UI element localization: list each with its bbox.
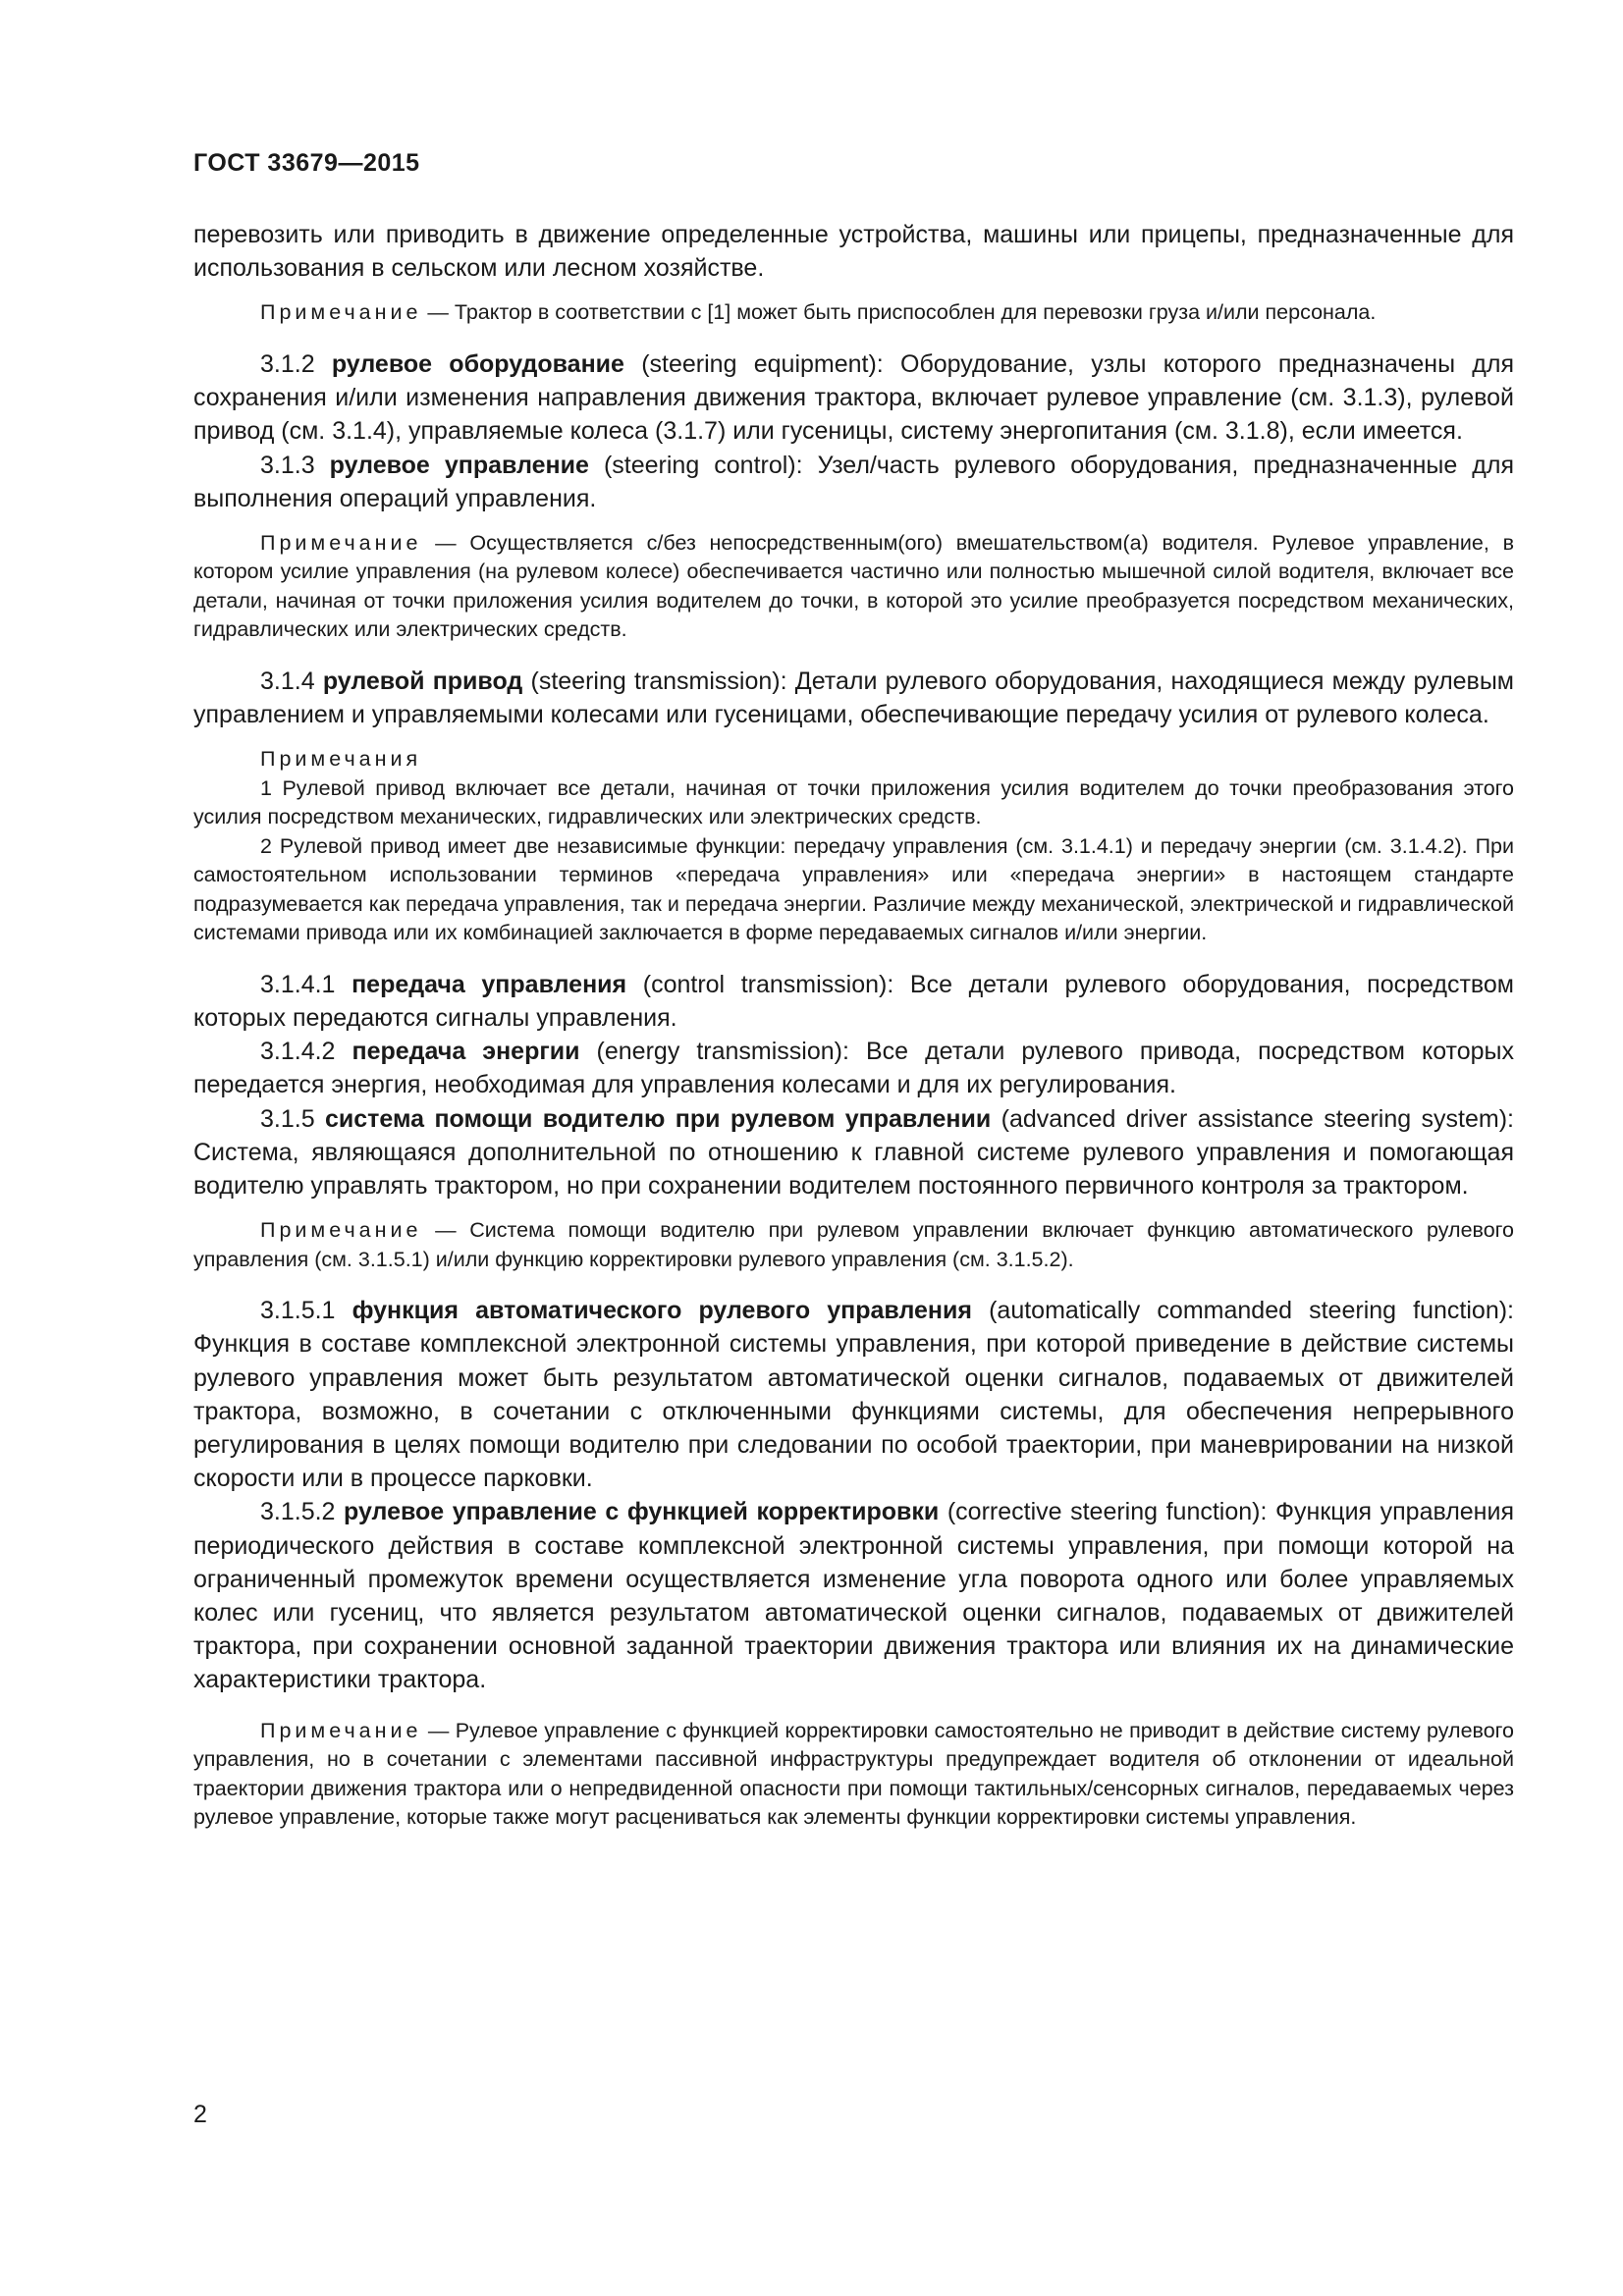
note: Примечание — Рулевое управление с функцией корректировки самостоятельно не приводит в действие систему рулевого управления, но в сочетании с элементами пассивной инфраструктуры предупреждает водителя об отклонении от идеальной траектории движения трактора или о непредвиденной опасности при помощи тактильных/сенсорных сигналов, передаваемых через рулевое управление, которые также могут расцениваться как элементы функции корректировки системы управления. bbox=[193, 1718, 1514, 1830]
document-header: ГОСТ 33679—2015 bbox=[193, 149, 420, 177]
term-definition-3-1-2: 3.1.2 рулевое оборудование (steering equipment): Оборудование, узлы которого предназначены для сохранения и/или изменения направления движения трактора, включает рулевое управление (см. 3.1.3), рулевой привод (см. 3.1.4), управляемые колеса (3.1.7) или гусеницы, систему энергопитания (см. 3.1.8), если имеется. bbox=[193, 349, 1514, 446]
paragraph-continuation: перевозить или приводить в движение определенные устройства, машины или прицепы, предназначенные для использования в сельском или лесном хозяйстве. bbox=[193, 221, 1514, 283]
note: Примечание — Трактор в соответствии с [1] может быть приспособлен для перевозки груза и/или персонала. bbox=[260, 300, 1377, 325]
note-item-1: 1 Рулевой привод включает все детали, начиная от точки приложения усилия водителем до точки преобразования этого усилия посредством механических, гидравлических или электрических средств. bbox=[193, 775, 1514, 829]
term-definition-3-1-5: 3.1.5 система помощи водителю при рулевом управлении (advanced driver assistance steering system): Система, являющаяся дополнительной по отношению к главной системе рулевого управления и помогающая водителю управлять трактором, но при сохранении водителем постоянного первичного контроля за трактором. bbox=[193, 1104, 1514, 1201]
notes-heading: Примечания bbox=[260, 747, 422, 772]
note-item-2: 2 Рулевой привод имеет две независимые функции: передачу управления (см. 3.1.4.1) и передачу энергии (см. 3.1.4.2). При самостоятельном использовании терминов «передача управления» или «передача энергии» в настоящем стандарте подразумевается как передача управления, так и передача энергии. Различие между механической, электрической и гидравлической системами привода или их комбинацией заключается в форме передаваемых сигналов и/или энергии. bbox=[193, 833, 1514, 945]
term-definition-3-1-5-2: 3.1.5.2 рулевое управление с функцией корректировки (corrective steering function): Функция управления периодического действия в составе комплексной электронной системы управления, при помощи которой на ограниченный промежуток времени осуществляется изменение угла поворота одного или более управляемых колес или гусениц, что является результатом автоматической оценки сигналов, подаваемых от движителей трактора, при сохранении основной заданной траектории движения трактора или влияния их на динамические характеристики трактора. bbox=[193, 1498, 1514, 1694]
note: Примечание — Система помощи водителю при рулевом управлении включает функцию автоматического рулевого управления (см. 3.1.5.1) и/или функцию корректировки рулевого управления (см. 3.1.5.2). bbox=[193, 1218, 1514, 1271]
document-body bbox=[193, 218, 1514, 1833]
note: Примечание — Осуществляется с/без непосредственным(ого) вмешательством(а) водителя. Рулевое управление, в котором усилие управления (на рулевом колесе) обеспечивается частично или полностью мышечной силой водителя, включает все детали, начиная от точки приложения усилия водителем до точки, в которой это усилие преобразуется посредством механических, гидравлических или электрических средств. bbox=[193, 530, 1514, 642]
term-definition-3-1-3: 3.1.3 рулевое управление (steering control): Узел/часть рулевого оборудования, предназначенные для выполнения операций управления. bbox=[193, 451, 1514, 512]
term-definition-3-1-4-2: 3.1.4.2 передача энергии (energy transmission): Все детали рулевого привода, посредством которых передается энергия, необходимая для управления колесами и для их регулирования. bbox=[193, 1038, 1514, 1099]
page-number: 2 bbox=[193, 2101, 207, 2128]
term-definition-3-1-4-1: 3.1.4.1 передача управления (control transmission): Все детали рулевого оборудования, посредством которых передаются сигналы управления. bbox=[193, 970, 1514, 1033]
term-definition-3-1-4: 3.1.4 рулевой привод (steering transmission): Детали рулевого оборудования, находящиеся между рулевым управлением и управляемыми колесами или гусеницами, обеспечивающие передачу усилия от рулевого колеса. bbox=[193, 667, 1514, 729]
term-definition-3-1-5-1: 3.1.5.1 функция автоматического рулевого управления (automatically commanded steering function): Функция в составе комплексной электронной системы управления, при которой приведение в действие системы рулевого управления может быть результатом автоматической оценки сигналов, подаваемых от движителей трактора, возможно, в сочетании с отключенными функциями системы, для обеспечения непрерывного регулирования в целях помощи водителю при следовании по особой траектории, при маневрировании на низкой скорости или в процессе парковки. bbox=[193, 1297, 1515, 1493]
